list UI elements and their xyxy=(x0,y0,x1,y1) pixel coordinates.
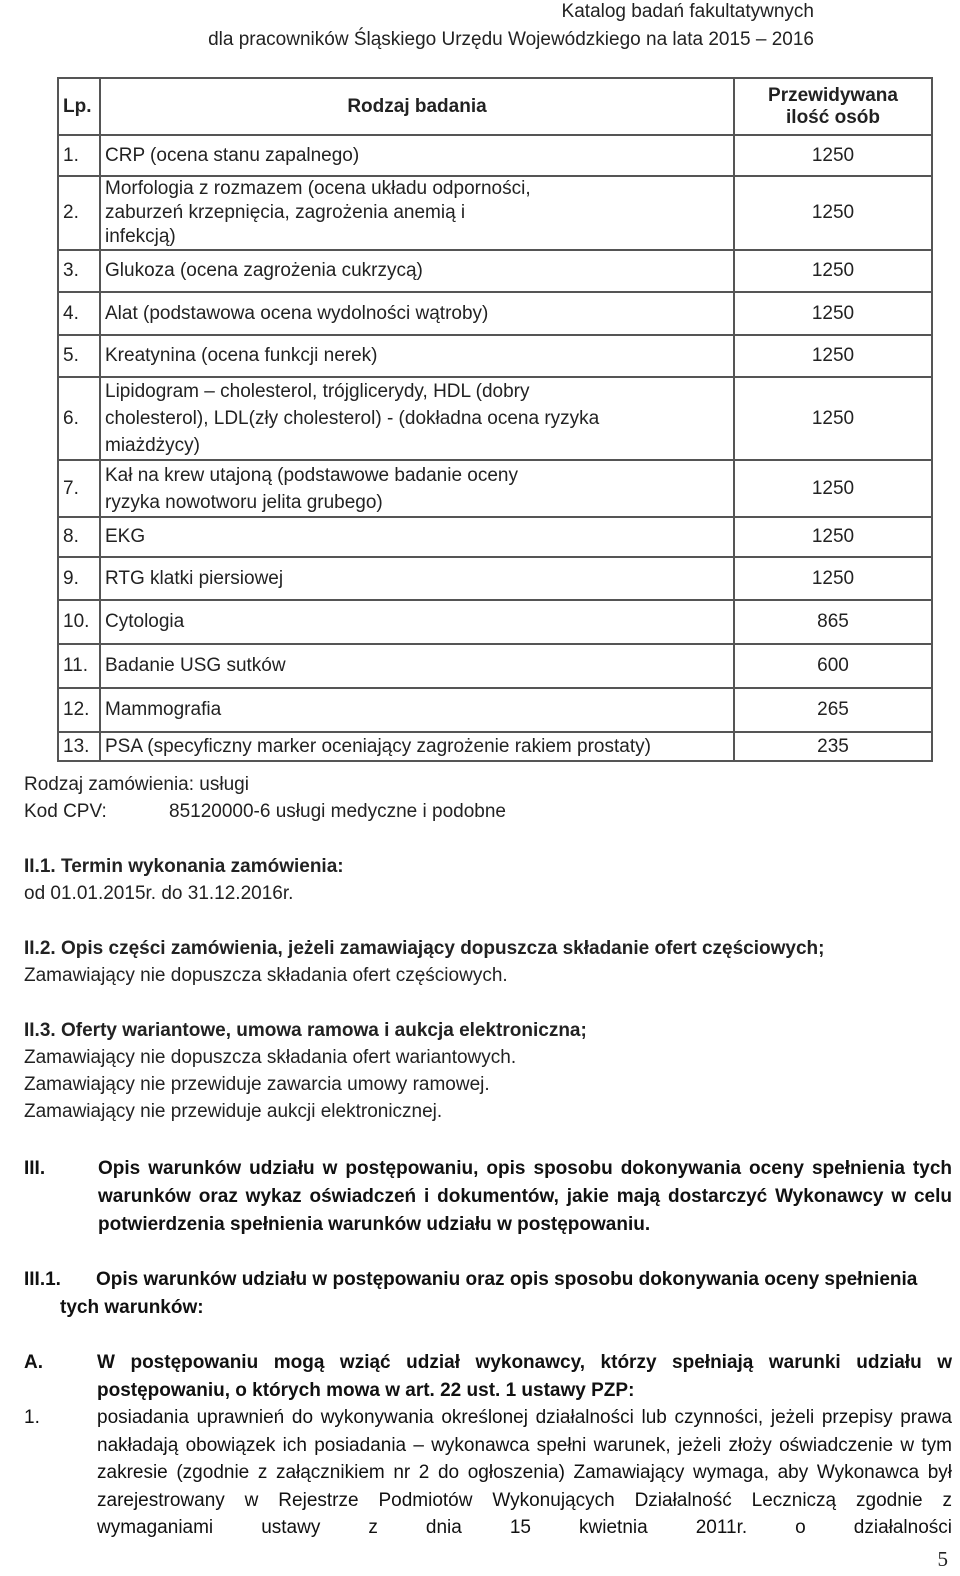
row-name: CRP (ocena stanu zapalnego) xyxy=(100,135,734,176)
section-a xyxy=(24,1349,952,1404)
row-lp: 9. xyxy=(58,557,100,600)
row-lp: 12. xyxy=(58,688,100,732)
row-count: 1250 xyxy=(734,135,932,176)
table-row xyxy=(58,517,932,557)
condition-1-number: 1. xyxy=(24,1407,40,1428)
table-row xyxy=(58,292,932,335)
row-count: 1250 xyxy=(734,557,932,600)
row-lp: 1. xyxy=(58,135,100,176)
section-ii-2-number: II.2. xyxy=(24,938,56,959)
row-count: 235 xyxy=(734,732,932,761)
exams-table xyxy=(57,77,933,762)
col-count-header-line1: Przewidywana xyxy=(768,84,898,106)
row-count: 600 xyxy=(734,644,932,688)
row-lp: 10. xyxy=(58,600,100,644)
section-ii-1-title: Termin wykonania zamówienia: xyxy=(61,856,344,877)
order-info xyxy=(24,771,724,825)
section-ii-2-heading xyxy=(24,935,944,962)
col-count-header-line2: ilość osób xyxy=(786,106,880,128)
table-row xyxy=(58,644,932,688)
row-count: 265 xyxy=(734,688,932,732)
row-name: Kreatynina (ocena funkcji nerek) xyxy=(100,335,734,377)
col-lp-header: Lp. xyxy=(58,78,100,135)
section-ii-1 xyxy=(24,853,924,907)
section-ii-3-line-2: Zamawiający nie przewiduje zawarcia umowy ramowej. xyxy=(24,1074,490,1095)
row-lp: 5. xyxy=(58,335,100,377)
header-line-2: dla pracowników Śląskiego Urzędu Wojewódzkiego na lata 2015 – 2016 xyxy=(208,29,814,50)
row-lp: 4. xyxy=(58,292,100,335)
table-row xyxy=(58,600,932,644)
section-iii-1-text-cont: tych warunków: xyxy=(60,1297,204,1318)
cpv-value: 85120000-6 usługi medyczne i podobne xyxy=(169,801,506,822)
cpv-label: Kod CPV: xyxy=(24,801,107,822)
row-lp: 8. xyxy=(58,517,100,557)
section-ii-1-text: od 01.01.2015r. do 31.12.2016r. xyxy=(24,883,294,904)
section-iii-text: Opis warunków udziału w postępowaniu, opis sposobu dokonywania oceny spełnienia tych warunków oraz wykaz oświadczeń i dokumentów, jakie mają dostarczyć Wykonawcy w celu potwierdzenia spełnienia warunków udziału w postępowaniu. xyxy=(98,1158,952,1235)
row-count: 1250 xyxy=(734,460,932,517)
section-ii-3 xyxy=(24,1017,944,1125)
row-count: 1250 xyxy=(734,292,932,335)
row-count: 865 xyxy=(734,600,932,644)
table-row xyxy=(58,176,932,250)
section-ii-2 xyxy=(24,935,944,989)
row-lp: 6. xyxy=(58,377,100,460)
row-lp: 3. xyxy=(58,250,100,292)
table-row xyxy=(58,557,932,600)
row-name: Glukoza (ocena zagrożenia cukrzycą) xyxy=(100,250,734,292)
condition-1 xyxy=(24,1404,952,1542)
row-name: Morfologia z rozmazem (ocena układu odporności, zaburzeń krzepnięcia, zagrożenia anemią i infekcją) xyxy=(100,176,734,250)
row-lp: 2. xyxy=(58,176,100,250)
row-count: 1250 xyxy=(734,250,932,292)
row-lp: 7. xyxy=(58,460,100,517)
row-count: 1250 xyxy=(734,377,932,460)
condition-1-text: posiadania uprawnień do wykonywania określonej działalności lub czynności, jeżeli przepisy prawa nakładają obowiązek ich posiadania – wykonawca spełni warunek, jeżeli złoży oświadczenie w tym zakresie (zgodnie z załącznikiem nr 2 do ogłoszenia) Zamawiający wymaga, aby Wykonawca był zarejestrowany w Rejestrze Podmiotów Wykonujących Działalność Leczniczą zgodnie z wymaganiami ustawy z dnia 15 kwietnia 2011r. o działalności xyxy=(97,1407,952,1538)
row-name: Kał na krew utajoną (podstawowe badanie oceny ryzyka nowotworu jelita grubego) xyxy=(100,460,734,517)
section-ii-3-title: Oferty wariantowe, umowa ramowa i aukcja elektroniczna; xyxy=(61,1020,587,1041)
document-header xyxy=(208,0,814,54)
row-name: Badanie USG sutków xyxy=(100,644,734,688)
section-ii-2-title: Opis części zamówienia, jeżeli zamawiający dopuszcza składanie ofert częściowych; xyxy=(61,938,825,959)
row-name: Cytologia xyxy=(100,600,734,644)
cpv-line xyxy=(24,798,724,825)
table-row xyxy=(58,377,932,460)
col-count-header xyxy=(734,78,932,135)
row-name: PSA (specyficzny marker oceniający zagrożenie rakiem prostaty) xyxy=(100,732,734,761)
row-lp: 11. xyxy=(58,644,100,688)
section-a-text: W postępowaniu mogą wziąć udział wykonawcy, którzy spełniają warunki udziału w postępowaniu, o których mowa w art. 22 ust. 1 ustawy PZP: xyxy=(97,1352,952,1401)
table-header-row xyxy=(58,78,932,135)
row-count: 1250 xyxy=(734,517,932,557)
row-name: EKG xyxy=(100,517,734,557)
section-ii-1-number: II.1. xyxy=(24,856,56,877)
row-count: 1250 xyxy=(734,335,932,377)
header-line-1: Katalog badań fakultatywnych xyxy=(561,1,814,22)
table-row xyxy=(58,732,932,761)
section-iii-number: III. xyxy=(24,1158,46,1179)
section-ii-3-number: II.3. xyxy=(24,1020,56,1041)
section-ii-3-heading xyxy=(24,1017,944,1044)
order-type: Rodzaj zamówienia: usługi xyxy=(24,774,249,795)
table-row xyxy=(58,135,932,176)
table-row xyxy=(58,688,932,732)
row-name: Lipidogram – cholesterol, trójglicerydy, HDL (dobry cholesterol), LDL(zły cholesterol) - (dokładna ocena ryzyka miażdżycy) xyxy=(100,377,734,460)
section-ii-1-heading xyxy=(24,853,924,880)
row-count: 1250 xyxy=(734,176,932,250)
col-name-header: Rodzaj badania xyxy=(100,78,734,135)
section-iii-1-text: Opis warunków udziału w postępowaniu oraz opis sposobu dokonywania oceny spełnienia xyxy=(96,1269,918,1290)
section-a-label: A. xyxy=(24,1352,43,1373)
section-iii xyxy=(24,1155,952,1239)
row-name: RTG klatki piersiowej xyxy=(100,557,734,600)
row-name: Mammografia xyxy=(100,688,734,732)
section-iii-1-number: III.1. xyxy=(24,1269,61,1290)
section-ii-3-line-1: Zamawiający nie dopuszcza składania ofert wariantowych. xyxy=(24,1047,517,1068)
section-ii-2-text: Zamawiający nie dopuszcza składania ofert częściowych. xyxy=(24,965,508,986)
section-iii-1 xyxy=(24,1266,952,1322)
table-row xyxy=(58,335,932,377)
table-row xyxy=(58,460,932,517)
row-lp: 13. xyxy=(58,732,100,761)
section-ii-3-line-3: Zamawiający nie przewiduje aukcji elektronicznej. xyxy=(24,1101,443,1122)
row-name: Alat (podstawowa ocena wydolności wątroby) xyxy=(100,292,734,335)
table-row xyxy=(58,250,932,292)
page-number: 5 xyxy=(937,1547,948,1571)
